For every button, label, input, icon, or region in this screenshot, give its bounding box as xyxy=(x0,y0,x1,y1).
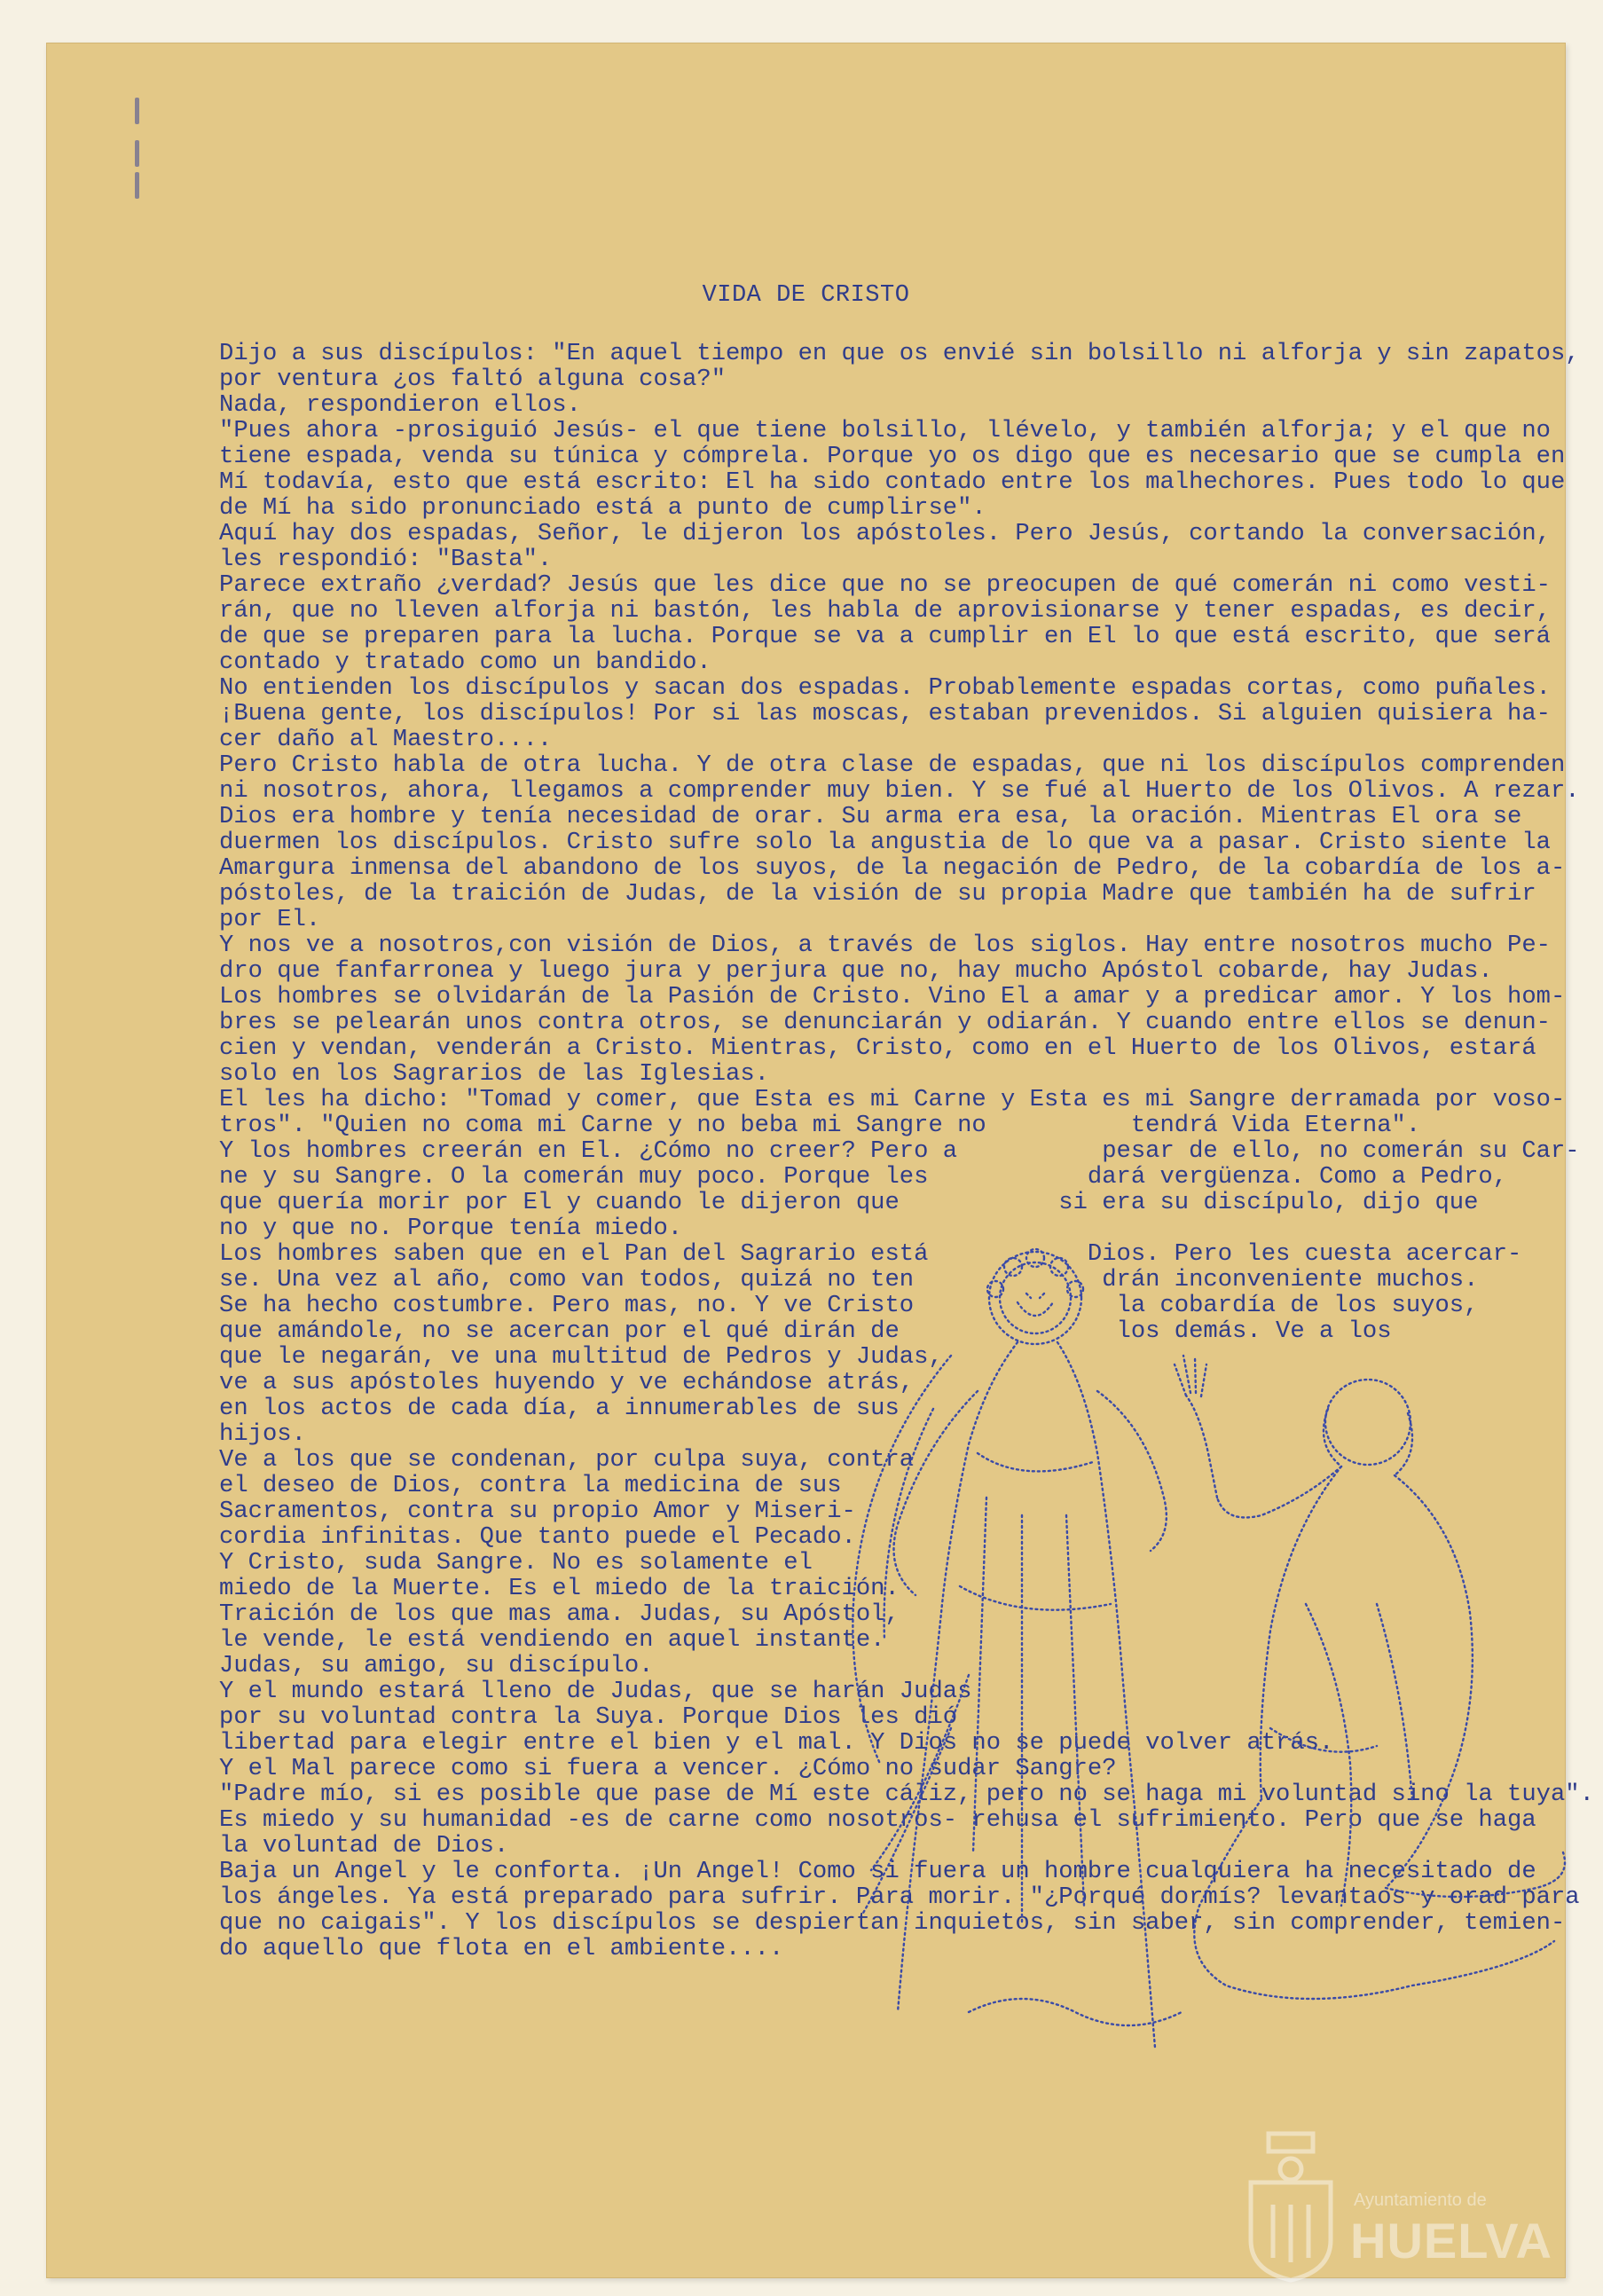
angel-and-christ-illustration xyxy=(845,1231,1590,2074)
text-line: Judas, su amigo, su discípulo. xyxy=(219,1652,654,1679)
watermark-caption: Ayuntamiento de xyxy=(1354,2190,1487,2210)
text-line: que amándole, no se acercan por el qué dirán de los demás. Ve a los xyxy=(219,1317,1392,1345)
text-line: Traición de los que mas ama. Judas, su Apóstol, xyxy=(219,1600,900,1628)
text-line: Es miedo y su humanidad -es de carne como nosotros- rehusa el sufrimiento. Pero que se haga xyxy=(219,1806,1536,1834)
text-line: se. Una vez al año, como van todos, quizá no ten drán inconveniente muchos. xyxy=(219,1266,1479,1293)
text-line: Se ha hecho costumbre. Pero mas, no. Y ve Cristo la cobardía de los suyos, xyxy=(219,1292,1479,1319)
text-line: duermen los discípulos. Cristo sufre solo la angustia de lo que va a pasar. Cristo siente la xyxy=(219,829,1551,856)
text-line: en los actos de cada día, a innumerables de sus xyxy=(219,1395,900,1422)
text-line: Y el mundo estará lleno de Judas, que se harán Judas xyxy=(219,1678,972,1705)
text-line: por El. xyxy=(219,906,321,933)
text-line: Ve a los que se condenan, por culpa suya, contra xyxy=(219,1446,915,1474)
text-line: Los hombres saben que en el Pan del Sagrario está Dios. Pero les cuesta acercar- xyxy=(219,1240,1522,1268)
text-line: Y el Mal parece como si fuera a vencer. ¿Cómo no sudar Sangre? xyxy=(219,1755,1117,1782)
text-line: que le negarán, ve una multitud de Pedros y Judas, xyxy=(219,1343,943,1371)
text-line: dro que fanfarronea y luego jura y perjura que no, hay mucho Apóstol cobarde, hay Judas. xyxy=(219,957,1493,985)
text-line: por su voluntad contra la Suya. Porque Dios les dió xyxy=(219,1703,958,1731)
text-line: Nada, respondieron ellos. xyxy=(219,391,581,419)
text-line: ve a sus apóstoles huyendo y ve echándose atrás, xyxy=(219,1369,915,1396)
text-line: ne y su Sangre. O la comerán muy poco. Porque les dará vergüenza. Como a Pedro, xyxy=(219,1163,1508,1191)
text-line: póstoles, de la traición de Judas, de la visión de su propia Madre que también ha de sufrir xyxy=(219,880,1536,908)
text-line: ¡Buena gente, los discípulos! Por si las moscas, estaban prevenidos. Si alguien quisiera ha- xyxy=(219,700,1551,727)
text-line: "Padre mío, si es posible que pase de Mí este cáliz, pero no se haga mi voluntad sino la tuya". xyxy=(219,1781,1594,1808)
text-line: que quería morir por El y cuando le dijeron que si era su discípulo, dijo que xyxy=(219,1189,1479,1216)
text-line: tiene espada, venda su túnica y cómprela. Porque yo os digo que es necesario que se cumpla en xyxy=(219,443,1566,470)
text-line: el deseo de Dios, contra la medicina de sus xyxy=(219,1472,842,1499)
text-line: Y nos ve a nosotros,con visión de Dios, a través de los siglos. Hay entre nosotros mucho Pe- xyxy=(219,932,1551,959)
text-line: solo en los Sagrarios de las Iglesias. xyxy=(219,1060,769,1088)
text-line: de Mí ha sido pronunciado está a punto de cumplirse". xyxy=(219,494,986,522)
text-line: "Pues ahora -prosiguió Jesús- el que tiene bolsillo, llévelo, y también alforja; y el que no xyxy=(219,417,1551,444)
typewritten-page xyxy=(46,43,1594,2278)
text-line: cordia infinitas. Que tanto puede el Pecado. xyxy=(219,1523,856,1551)
text-line: tros". "Quien no coma mi Carne y no beba mi Sangre no tendrá Vida Eterna". xyxy=(219,1112,1421,1139)
text-line: hijos. xyxy=(219,1420,306,1448)
text-line: libertad para elegir entre el bien y el mal. Y Dios no se puede volver atrás. xyxy=(219,1729,1334,1757)
text-line: no y que no. Porque tenía miedo. xyxy=(219,1215,683,1242)
text-line: Dijo a sus discípulos: "En aquel tiempo en que os envié sin bolsillo ni alforja y sin zapatos, xyxy=(219,340,1580,367)
text-line: la voluntad de Dios. xyxy=(219,1832,509,1860)
text-line: ni nosotros, ahora, llegamos a comprender muy bien. Y se fué al Huerto de los Olivos. A rezar. xyxy=(219,777,1580,805)
text-line: de que se preparen para la lucha. Porque se va a cumplir en El lo que está escrito, que será xyxy=(219,623,1551,650)
text-line: do aquello que flota en el ambiente.... xyxy=(219,1935,784,1962)
text-line: Y Cristo, suda Sangre. No es solamente el xyxy=(219,1549,813,1577)
huelva-watermark xyxy=(1242,2125,1552,2284)
text-line: los ángeles. Ya está preparado para sufrir. Para morir. "¿Porqué dormís? levantaos y orad para xyxy=(219,1883,1580,1911)
text-line: Mí todavía, esto que está escrito: El ha sido contado entre los malhechores. Pues todo lo que xyxy=(219,468,1566,496)
city-shield-icon xyxy=(1242,2125,1340,2284)
text-line: rán, que no lleven alforja ni bastón, les habla de aprovisionarse y tener espadas, es decir, xyxy=(219,597,1551,625)
text-line: les respondió: "Basta". xyxy=(219,546,553,573)
text-line: Los hombres se olvidarán de la Pasión de Cristo. Vino El a amar y a predicar amor. Y los hom- xyxy=(219,983,1566,1010)
text-line: cer daño al Maestro.... xyxy=(219,726,553,753)
watermark-title: HUELVA xyxy=(1350,2213,1552,2268)
text-line: que no caigais". Y los discípulos se despiertan inquietos, sin saber, sin comprender, temien- xyxy=(219,1909,1566,1937)
text-line: Sacramentos, contra su propio Amor y Miseri- xyxy=(219,1498,856,1525)
text-line: contado y tratado como un bandido. xyxy=(219,649,711,676)
text-line: Y los hombres creerán en El. ¿Cómo no creer? Pero a pesar de ello, no comerán su Car- xyxy=(219,1137,1580,1165)
text-line: miedo de la Muerte. Es el miedo de la traición. xyxy=(219,1575,900,1602)
text-line: por ventura ¿os faltó alguna cosa?" xyxy=(219,366,727,393)
text-line: Aquí hay dos espadas, Señor, le dijeron los apóstoles. Pero Jesús, cortando la conversación, xyxy=(219,520,1551,547)
text-line: Amargura inmensa del abandono de los suyos, de la negación de Pedro, de la cobardía de los a- xyxy=(219,854,1566,882)
text-line: Dios era hombre y tenía necesidad de orar. Su arma era esa, la oración. Mientras El ora se xyxy=(219,803,1522,830)
text-line: Pero Cristo habla de otra lucha. Y de otra clase de espadas, que ni los discípulos comprenden xyxy=(219,751,1566,779)
text-line: Parece extraño ¿verdad? Jesús que les dice que no se preocupen de qué comerán ni como vesti- xyxy=(219,571,1551,599)
text-line: El les ha dicho: "Tomad y comer, que Esta es mi Carne y Esta es mi Sangre derramada por voso- xyxy=(219,1086,1566,1113)
text-line: cien y vendan, venderán a Cristo. Mientras, Cristo, como en el Huerto de los Olivos, estará xyxy=(219,1034,1536,1062)
text-line: Baja un Angel y le conforta. ¡Un Angel! Como si fuera un hombre cualquiera ha necesitado de xyxy=(219,1858,1536,1885)
text-line: le vende, le está vendiendo en aquel instante. xyxy=(219,1626,885,1654)
text-line: bres se pelearán unos contra otros, se denunciarán y odiarán. Y cuando entre ellos se denun- xyxy=(219,1009,1551,1036)
text-line: No entienden los discípulos y sacan dos espadas. Probablemente espadas cortas, como puñales. xyxy=(219,674,1551,702)
document-title: VIDA DE CRISTO xyxy=(702,282,910,309)
